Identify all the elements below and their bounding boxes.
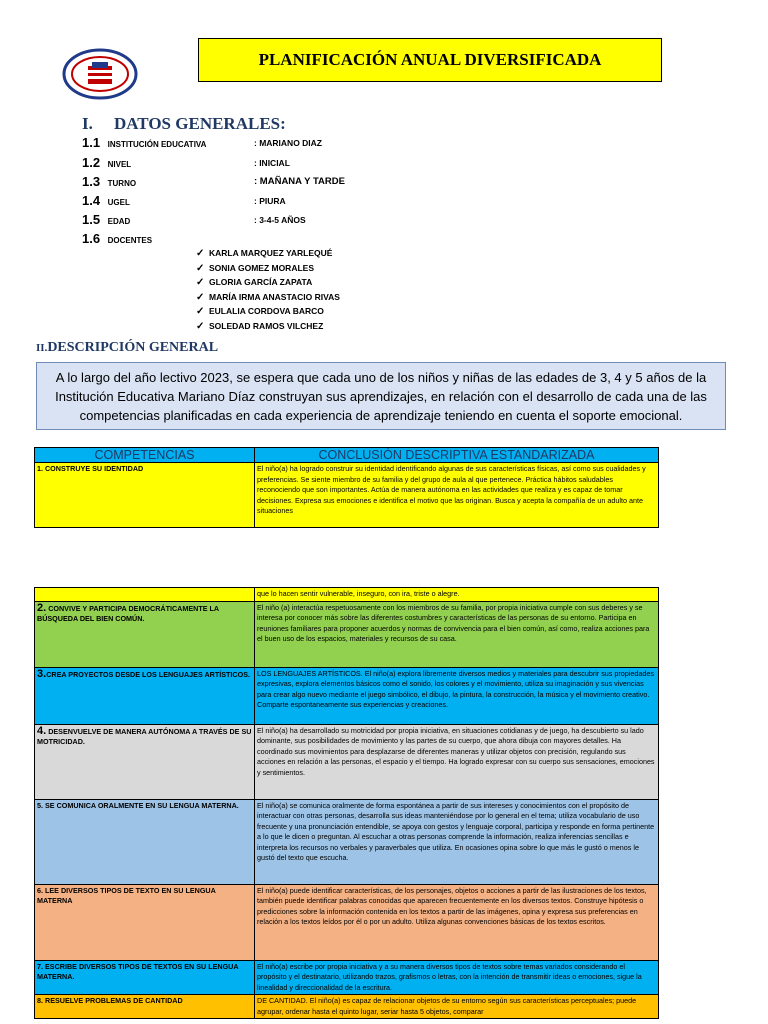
docente-name: GLORIA GARCÍA ZAPATA xyxy=(209,277,313,288)
check-icon: ✓ xyxy=(196,262,205,274)
section-descripcion-general xyxy=(36,340,218,356)
school-logo xyxy=(62,48,138,100)
dato-number: 1.3 xyxy=(82,174,101,189)
dato-label: TURNO xyxy=(107,179,137,188)
competencias-table xyxy=(34,447,659,528)
docente-name: KARLA MARQUEZ YARLEQUÉ xyxy=(209,248,333,258)
table-row xyxy=(35,995,659,1019)
dato-row xyxy=(82,212,306,230)
dato-value: : 3-4-5 AÑOS xyxy=(254,215,306,225)
section-number: II. xyxy=(36,342,48,354)
check-icon: ✓ xyxy=(196,248,205,259)
dato-number: 1.1 xyxy=(82,135,101,150)
dato-number: 1.6 xyxy=(82,231,101,246)
docente-name: MARÍA IRMA ANASTACIO RIVAS xyxy=(209,291,340,302)
check-icon: ✓ xyxy=(196,306,205,318)
table-row xyxy=(35,884,659,960)
table-row xyxy=(35,724,659,799)
list-item xyxy=(196,306,340,321)
conclusion-cell: DE CANTIDAD. El niño(a) es capaz de relacionar objetos de su entorno según sus características perceptuales; puede agrupar, ordenar hasta el quinto lugar, seriar hasta 5 objetos, comparar xyxy=(255,995,659,1019)
table-row xyxy=(35,799,659,884)
conclusion-cell: que lo hacen sentir vulnerable, inseguro, con ira, triste o alegre. xyxy=(255,588,659,602)
dato-row xyxy=(82,155,290,173)
dato-label: DOCENTES xyxy=(107,236,153,245)
descripcion-box: A lo largo del año lectivo 2023, se espera que cada uno de los niños y niñas de las edades de 3, 4 y 5 años de la Institución Educativa Mariano Díaz construyan sus aprendizajes, en relación con el desarrollo de cada una de las competencias planificadas en cada experiencia de aprendizaje teniendo en cuenta el soporte emocional. xyxy=(36,362,726,430)
section-number: I. xyxy=(82,114,93,133)
docente-name: SONIA GOMEZ MORALES xyxy=(209,262,314,273)
conclusion-cell: El niño(a) ha desarrollado su motricidad por propia iniciativa, en situaciones cotidianas y de juego, ha descubierto su lado dominante, sus posibilidades de movimiento y las partes de su cuerpo, que ahora dibuja con mayores detalles. Ha coordinado sus movimientos para desplazarse de diferentes maneras y utilizar objetos con precisión, regulando sus acciones en relación a las personas, el espacio y el tiempo. Ha logrado expresar con su cuerpo sus sensaciones, emociones y sentimientos. xyxy=(255,724,659,799)
dato-row xyxy=(82,135,322,153)
header-conclusion: CONCLUSIÓN DESCRIPTIVA ESTANDARIZADA xyxy=(255,448,659,463)
table-row xyxy=(35,960,659,995)
table-row xyxy=(35,588,659,602)
check-icon: ✓ xyxy=(196,277,205,289)
dato-value: : MARIANO DIAZ xyxy=(254,138,322,148)
dato-row xyxy=(82,174,345,192)
section-datos-generales xyxy=(82,114,286,134)
competencia-cell: 5. SE COMUNICA ORALMENTE EN SU LENGUA MATERNA. xyxy=(35,799,255,884)
conclusion-cell: El niño (a) interactúa respetuosamente con los miembros de su familia, por propia iniciativa cumple con sus deberes y se interesa por conocer más sobre las diferentes costumbres y características de las personas de su entorno. Participa en reuniones familiares para proponer acuerdos y normas de convivencia para el bien común, así como, realiza acciones para el buen uso de los espacios, materiales y recursos de su casa. xyxy=(255,601,659,667)
table-row xyxy=(35,463,659,528)
dato-value: : INICIAL xyxy=(254,158,290,168)
dato-label: UGEL xyxy=(107,198,130,207)
docente-name: EULALIA CORDOVA BARCO xyxy=(209,306,324,317)
dato-label: EDAD xyxy=(107,217,131,226)
document-title: PLANIFICACIÓN ANUAL DIVERSIFICADA xyxy=(198,38,662,82)
list-item xyxy=(196,321,340,336)
dato-number: 1.4 xyxy=(82,193,101,208)
dato-label: INSTITUCIÓN EDUCATIVA xyxy=(107,140,207,149)
dato-number: 1.5 xyxy=(82,212,101,227)
check-icon: ✓ xyxy=(196,320,205,332)
competencia-cell: 1. CONSTRUYE SU IDENTIDAD xyxy=(35,463,255,528)
dato-value: : PIURA xyxy=(254,196,286,206)
dato-label: NIVEL xyxy=(107,160,132,169)
dato-row xyxy=(82,231,152,249)
competencia-cell: 6. LEE DIVERSOS TIPOS DE TEXTO EN SU LENGUA MATERNA xyxy=(35,884,255,960)
conclusion-cell: El niño(a) se comunica oralmente de forma espontánea a partir de sus intereses y conocimientos con el propósito de interactuar con otras personas, desarrolla sus ideas manteniéndose por lo general en el tema; utiliza vocabulario de uso frecuente y una pronunciación entendible, se apoya con gestos y lenguaje corporal, participa y responde en forma pertinente a lo que le dicen o preguntan. Al escuchar a otras personas comprende la información, realiza inferencias sencillas e interpreta los recursos no verbales y paraverbales que utiliza. En ocasiones opina sobre lo que más le gustó o menos le gustó del texto que escucha. xyxy=(255,799,659,884)
table-row xyxy=(35,667,659,724)
competencia-cell: 7. ESCRIBE DIVERSOS TIPOS DE TEXTOS EN SU LENGUA MATERNA. xyxy=(35,960,255,995)
competencia-cell: 3.CREA PROYECTOS DESDE LOS LENGUAJES ARTÍSTICOS. xyxy=(35,667,255,724)
conclusion-cell: El niño(a) puede identificar características, de los personajes, objetos o acciones a partir de las ilustraciones de los textos, también puede identificar palabras conocidas que aparecen frecuentemente en los diversos textos. Construye hipótesis o predicciones sobre la información contenida en los textos a partir de las imágenes, opina y expresa sus preferencias en relación a los textos leídos por él o por un adulto. Utiliza algunas convenciones básicas de los textos escritos. xyxy=(255,884,659,960)
check-icon: ✓ xyxy=(196,291,205,303)
list-item xyxy=(196,248,340,263)
header-competencias: COMPETENCIAS xyxy=(35,448,255,463)
section-title: DESCRIPCIÓN GENERAL xyxy=(47,340,219,355)
competencia-cell: 8. RESUELVE PROBLEMAS DE CANTIDAD xyxy=(35,995,255,1019)
conclusion-cell: El niño(a) escribe por propia iniciativa y a su manera diversos tipos de textos sobre temas variados considerando el propósito y el destinatario, utilizando trazos, grafismos o letras, con la intención de transmitir ideas o emociones, sigue la linealidad y direccionalidad de la escritura. xyxy=(255,960,659,995)
dato-number: 1.2 xyxy=(82,155,101,170)
dato-row xyxy=(82,193,286,211)
competencia-cell: 4. DESENVUELVE DE MANERA AUTÓNOMA A TRAVÉS DE SU MOTRICIDAD. xyxy=(35,724,255,799)
competencias-table-continued xyxy=(34,587,659,1019)
docente-name: SOLEDAD RAMOS VILCHEZ xyxy=(209,320,324,331)
list-item xyxy=(196,277,340,292)
list-item xyxy=(196,263,340,278)
section-title: DATOS GENERALES: xyxy=(114,114,286,133)
dato-value: : MAÑANA Y TARDE xyxy=(254,176,345,187)
table-row xyxy=(35,601,659,667)
conclusion-cell: LOS LENGUAJES ARTÍSTICOS. El niño(a) explora libremente diversos medios y materiales para descubrir sus propiedades expresivas, explora elementos básicos como el sonido, los colores y el movimiento, utiliza su imaginación y sus vivencias para crear algo nuevo mediante el juego simbólico, el dibujo, la pintura, la construcción, la música y el movimiento creativo. Comparte espontaneamente sus experiencias y creaciones. xyxy=(255,667,659,724)
competencia-cell: 2. CONVIVE Y PARTICIPA DEMOCRÁTICAMENTE LA BÚSQUEDA DEL BIEN COMÚN. xyxy=(35,601,255,667)
conclusion-cell: El niño(a) ha logrado construir su identidad identificando algunas de sus características físicas, así como sus cualidades y preferencias. Se siente miembro de su familia y del grupo de aula al que pertenece. Práctica hábitos saludables reconociendo que son importantes. Actúa de manera autónoma en las actividades que realiza y es capaz de tomar decisiones. Expresa sus emociones e identifica el motivo que las originan. Busca y acepta la compañía de un adulto ante situaciones xyxy=(255,463,659,528)
list-item xyxy=(196,292,340,307)
table-header-row xyxy=(35,448,659,463)
docentes-list xyxy=(196,248,340,336)
